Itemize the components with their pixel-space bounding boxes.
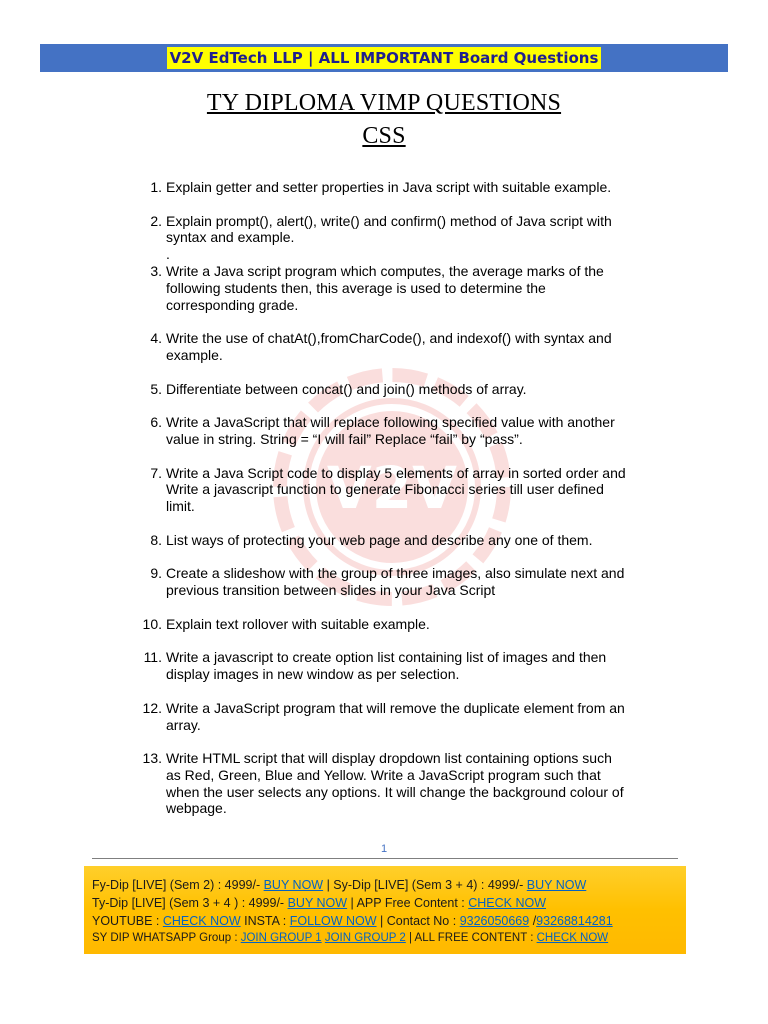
list-spacer	[126, 549, 682, 566]
watermark-text: V2V	[326, 454, 458, 522]
footer-row-1	[92, 876, 686, 894]
question-item	[126, 649, 682, 683]
list-spacer	[126, 313, 682, 330]
question-text-line: Write HTML script that will display dropdown list containing options such	[166, 750, 612, 767]
question-text-line: Explain getter and setter properties in Java script with suitable example.	[166, 179, 612, 195]
contact-number-1-link[interactable]: 9326050669	[459, 914, 530, 928]
header-banner	[0, 47, 768, 69]
question-text-line: Write a JavaScript program that will remove the duplicate element from an	[166, 699, 625, 716]
question-number: 8.	[150, 531, 162, 548]
list-spacer	[126, 733, 682, 750]
footer-sy-dip-text: | Sy-Dip [LIVE] (Sem 3 + 4) : 4999/-	[323, 878, 527, 892]
sy-dip-buy-now-link[interactable]: BUY NOW	[526, 878, 587, 892]
question-text-line: Write a Java Script code to display 5 elements of array in sorted order and	[166, 464, 626, 481]
insta-follow-now-link[interactable]: FOLLOW NOW	[289, 914, 377, 928]
question-item	[126, 750, 682, 817]
list-spacer	[126, 448, 682, 465]
page-number: 1	[380, 843, 388, 855]
question-text-line: example.	[166, 346, 223, 363]
youtube-check-now-link[interactable]: CHECK NOW	[162, 914, 241, 928]
question-number: 2.	[150, 212, 162, 229]
ty-dip-buy-now-link[interactable]: BUY NOW	[287, 896, 348, 910]
question-item	[126, 263, 682, 313]
question-text-line: Write a javascript to create option list containing list of images and then	[166, 649, 607, 666]
question-number: 3.	[150, 262, 162, 279]
question-text-line: as Red, Green, Blue and Yellow. Write a JavaScript program such that	[166, 766, 601, 783]
footer-row-2	[92, 894, 686, 912]
footer-fy-dip-text: Fy-Dip [LIVE] (Sem 2) : 4999/-	[92, 878, 264, 892]
question-item	[126, 213, 682, 247]
question-item	[126, 616, 682, 633]
question-item	[126, 179, 682, 196]
footer-slash-text: /	[529, 914, 537, 928]
question-text-line: Write a JavaScript that will replace following specified value with another	[166, 414, 615, 431]
question-number: 4.	[150, 330, 162, 347]
question-item	[126, 414, 682, 448]
question-item	[126, 381, 682, 398]
footer-ty-dip-text: Ty-Dip [LIVE] (Sem 3 + 4 ) : 4999/-	[92, 896, 288, 910]
footer-row-4	[92, 930, 686, 946]
question-text-line: Explain text rollover with suitable example.	[166, 615, 430, 632]
question-number: 1.	[150, 179, 162, 195]
question-number: 12.	[142, 699, 162, 716]
question-number: 7.	[150, 464, 162, 481]
list-spacer	[126, 364, 682, 381]
footer-contact-text: | Contact No :	[376, 914, 460, 928]
question-item	[126, 532, 682, 549]
question-item	[126, 465, 682, 515]
question-text-line: corresponding grade.	[166, 296, 299, 313]
footer-app-text: | APP Free Content :	[347, 896, 469, 910]
contact-number-2-link[interactable]: 93268814281	[536, 914, 613, 928]
question-number: 11.	[143, 649, 162, 666]
list-spacer	[126, 599, 682, 616]
question-item	[126, 700, 682, 734]
question-text-line: limit.	[166, 498, 195, 515]
question-text-line: List ways of protecting your web page and describe any one of them.	[166, 531, 593, 548]
question-list	[126, 179, 682, 817]
question-number: 13.	[142, 750, 162, 767]
footer-whatsapp-text: SY DIP WHATSAPP Group :	[92, 932, 241, 944]
list-spacer	[126, 683, 682, 700]
question-number: 10.	[142, 615, 162, 632]
fy-dip-buy-now-link[interactable]: BUY NOW	[263, 878, 324, 892]
question-number: 5.	[150, 380, 162, 397]
question-text-line: Write a javascript function to generate Fibonacci series till user defined	[166, 481, 604, 498]
page-title: TY DIPLOMA VIMP QUESTIONS	[206, 90, 562, 116]
app-check-now-link[interactable]: CHECK NOW	[468, 896, 546, 910]
question-text-line: Write a Java script program which computes, the average marks of the	[166, 262, 604, 279]
question-text-line: previous transition between slides in your Java Script	[166, 582, 496, 599]
join-group-2-link[interactable]: JOIN GROUP 2	[324, 932, 406, 944]
question-text-line: following students then, this average is used to determine the	[166, 279, 546, 296]
list-spacer	[126, 633, 682, 650]
question-trailing-dot: .	[166, 246, 170, 263]
question-text-line: syntax and example.	[166, 229, 295, 246]
list-spacer	[126, 196, 682, 213]
join-group-1-link[interactable]: JOIN GROUP 1	[240, 932, 322, 944]
footer-youtube-text: YOUTUBE :	[92, 914, 163, 928]
question-text-line: value in string. String = “I will fail” Replace “fail” by “pass”.	[166, 430, 523, 447]
question-text-line: array.	[166, 716, 201, 733]
question-text-line: Explain prompt(), alert(), write() and confirm() method of Java script with	[166, 212, 612, 229]
list-spacer	[126, 515, 682, 532]
question-number: 6.	[150, 414, 162, 431]
footer-divider	[92, 858, 678, 859]
question-text-line: Write the use of chatAt(),fromCharCode(), and indexof() with syntax and	[166, 330, 612, 347]
footer-free-content-text: | ALL FREE CONTENT :	[405, 932, 537, 944]
list-spacer	[126, 397, 682, 414]
banner-text: V2V EdTech LLP | ALL IMPORTANT Board Questions	[167, 47, 602, 69]
question-text-line: webpage.	[166, 800, 227, 817]
footer-row-3	[92, 912, 686, 930]
question-text-line: display images in new window as per selection.	[166, 666, 460, 683]
page-subtitle: CSS	[362, 123, 406, 149]
question-item	[126, 330, 682, 364]
question-item	[126, 565, 682, 599]
question-text-line: Differentiate between concat() and join() methods of array.	[166, 380, 527, 397]
question-number: 9.	[150, 565, 162, 582]
question-text-line: when the user selects any options. It will change the background colour of	[166, 783, 624, 800]
question-text-line: Create a slideshow with the group of three images, also simulate next and	[166, 565, 625, 582]
footer-insta-text: INSTA :	[240, 914, 290, 928]
free-content-check-now-link[interactable]: CHECK NOW	[536, 932, 609, 944]
footer-promo-box	[84, 866, 686, 954]
